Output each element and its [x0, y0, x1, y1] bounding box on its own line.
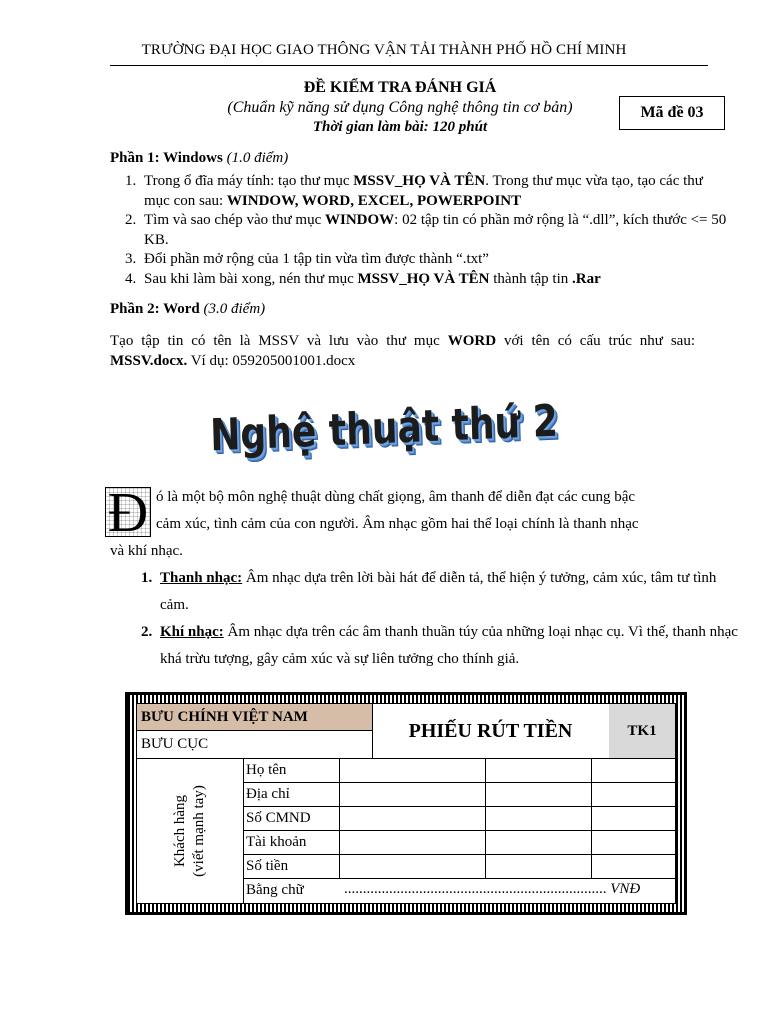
- slip-row-label: Địa chỉ: [246, 786, 290, 802]
- slip-amount-unit: VNĐ: [610, 881, 641, 897]
- part2-title: Phần 2: Word: [110, 301, 200, 317]
- slip-row-label: Bằng chữ: [246, 882, 304, 898]
- task-item: [140, 172, 730, 211]
- task-text: . Trong thư mục vừa tạo, tạo các thư mục con sau:: [144, 173, 703, 209]
- task-bold: MSSV_HỌ VÀ TÊN: [357, 270, 490, 287]
- music-term: Khí nhạc:: [160, 624, 224, 640]
- task-bold: MSSV_HỌ VÀ TÊN: [353, 173, 486, 189]
- task-item: [140, 270, 730, 290]
- exam-title-block: [170, 78, 630, 137]
- part2-paragraph: [110, 332, 695, 371]
- slip-office: BƯU CỤC: [141, 736, 209, 752]
- slip-row-label: Số CMND: [246, 810, 311, 826]
- part1-heading: [110, 150, 288, 167]
- music-list: [110, 565, 741, 673]
- music-list-item: [156, 565, 741, 619]
- slip-row-label: Họ tên: [246, 762, 287, 778]
- task-text: : 02 tập tin có phần mở rộng là “.dll”, kích thước <= 50 KB.: [144, 212, 727, 248]
- slip-org: BƯU CHÍNH VIỆT NAM: [137, 704, 372, 731]
- task-text: Trong ổ đĩa máy tính: tạo thư mục: [144, 173, 354, 189]
- para-text: với tên có cấu trúc như sau:: [496, 333, 696, 349]
- slip-divider: [339, 758, 340, 878]
- music-text: Âm nhạc dựa trên lời bài hát để diễn tả, thể hiện ý tưởng, cảm xúc, tâm tư tình cảm.: [160, 570, 717, 613]
- task-bold: WINDOW, WORD, EXCEL, POWERPOINT: [226, 192, 522, 209]
- slip-divider: [137, 758, 675, 759]
- task-text: Sau khi làm bài xong, nén thư mục: [144, 270, 358, 287]
- music-line: và khí nhạc.: [110, 543, 183, 559]
- music-list-item: [156, 619, 741, 673]
- music-line: cảm xúc, tình cảm của con người. Âm nhạc gồm hai thể loại chính là thanh nhạc: [156, 516, 639, 532]
- task-text: thành tập tin: [489, 270, 572, 287]
- part1-title: Phần 1: Windows: [110, 150, 223, 166]
- slip-side-label: (viết mạnh tay): [190, 785, 207, 877]
- header-rule: [110, 65, 708, 66]
- music-term: Thanh nhạc:: [160, 570, 243, 586]
- para-bold: MSSV.docx.: [110, 352, 188, 369]
- task-item: [140, 211, 730, 250]
- part2-heading: [110, 301, 265, 318]
- slip-customer-label: [140, 760, 240, 902]
- slip-row-label: Số tiền: [246, 858, 289, 874]
- task-item: [140, 250, 730, 270]
- exam-time: Thời gian làm bài: 120 phút: [312, 119, 488, 135]
- exam-subtitle: (Chuẩn kỹ năng sử dụng Công nghệ thông tin cơ bản): [227, 99, 573, 116]
- slip-divider: [591, 758, 592, 878]
- music-paragraph: [110, 484, 695, 565]
- slip-side-label: Khách hàng: [171, 794, 188, 868]
- para-text: Tạo tập tin có tên là MSSV và lưu vào thư mục: [110, 333, 448, 349]
- part1-task-list: [110, 172, 730, 289]
- task-text: Tìm và sao chép vào thư mục: [144, 212, 325, 228]
- task-bold: .Rar: [572, 270, 601, 287]
- drop-cap: Đ: [105, 487, 151, 537]
- part2-points: (3.0 điểm): [203, 301, 266, 317]
- slip-amount-dots: ......................................................................: [344, 881, 607, 897]
- para-text: Ví dụ: 059205001001.docx: [187, 352, 356, 369]
- exam-code-box: Mã đề 03: [619, 96, 725, 130]
- music-text: Âm nhạc dựa trên các âm thanh thuần túy của những loại nhạc cụ. Vì thế, thanh nhạc khá trừu tượng, gây cảm xúc và sự liên tưởng cho thính giả.: [160, 624, 738, 667]
- exam-title: ĐỀ KIỂM TRA ĐÁNH GIÁ: [303, 79, 497, 96]
- wordart-title: Nghệ thuật thứ 2: [209, 395, 559, 462]
- university-name: TRƯỜNG ĐẠI HỌC GIAO THÔNG VẬN TẢI THÀNH PHỐ HỒ CHÍ MINH: [141, 42, 627, 58]
- slip-amount-words: [344, 877, 674, 901]
- para-bold: WORD: [447, 333, 497, 349]
- part1-points: (1.0 điểm): [226, 150, 289, 166]
- slip-divider: [485, 758, 486, 878]
- music-line: ó là một bộ môn nghệ thuật dùng chất giọng, âm thanh để diễn đạt các cung bậc: [156, 489, 636, 505]
- slip-code: TK1: [609, 704, 675, 758]
- task-text: Đổi phần mở rộng của 1 tập tin vừa tìm được thành “.txt”: [144, 251, 489, 267]
- slip-row-label: Tài khoản: [246, 834, 307, 850]
- task-bold: WINDOW: [325, 212, 395, 228]
- slip-title: PHIẾU RÚT TIỀN: [408, 720, 573, 742]
